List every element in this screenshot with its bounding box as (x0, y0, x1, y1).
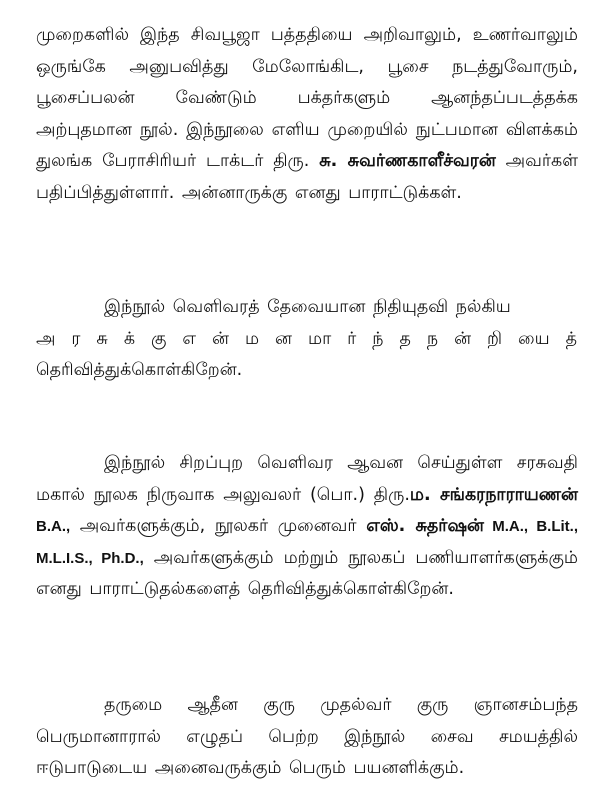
paragraph-2 (36, 292, 578, 387)
paragraph-4-text: தருமை ஆதீன குரு முதல்வர் குரு ஞானசம்பந்த பெருமானாரால் எழுதப் பெற்ற இந்நூல் சைவ சமயத்தில் ஈடுபாடுடைய அனைவருக்கும் பெரும் பயனளிக்கும். (36, 695, 578, 778)
librarian-degrees: M.A., B.Lit., M.L.I.S., Ph.D., (36, 518, 578, 567)
editor-name: சு. சுவர்ணகாளீச்வரன் (319, 151, 496, 171)
paragraph-1 (36, 20, 578, 209)
paragraph-3-text-c: அவர்களுக்கும் மற்றும் நூலகப் பணியாளர்களுக்கும் எனது பாராட்டுதல்களைத் தெரிவித்துக்கொள்கிறேன். (36, 547, 578, 599)
paragraph-2-line-3: தெரிவித்துக்கொள்கிறேன். (36, 360, 243, 380)
paragraph-3-text-b: அவர்களுக்கும், நூலகர் முனைவர் (70, 516, 367, 536)
paragraph-1-text-b: அவர்கள் பதிப்பித்துள்ளார். அன்னாருக்கு எனது பாராட்டுக்கள். (36, 151, 578, 203)
paragraph-3-text-a: இந்நூல் சிறப்புற வெளிவர ஆவன செய்துள்ள சரசுவதி மகால் நூலக நிருவாக அலுவலர் (பொ.) திரு. (36, 453, 578, 505)
paragraph-4 (36, 690, 578, 785)
paragraph-2-line-2: அ ர சு க் கு எ ன் ம ன மா ர் ந் த ந ன் றி யை த் (36, 328, 578, 349)
officer-name: ம. சங்கரநாராயணன் (409, 484, 579, 505)
officer-degree: B.A., (36, 518, 71, 535)
librarian-name: எஸ். சுதர்ஷன் (366, 516, 485, 536)
paragraph-1-text-a: முறைகளில் இந்த சிவபூஜா பத்ததியை அறிவாலும், உணர்வாலும் ஒருங்கே அனுபவித்து மேலோங்கிட, பூசை நடத்துவோரும், பூசைப்பலன் வேண்டும் பக்தர்களும் ஆனந்தப்படத்தக்க அற்புதமான நூல். இந்நூலை எளிய முறையில் நுட்பமான விளக்கம் துலங்க பேராசிரியர் டாக்டர் திரு. (36, 25, 578, 171)
paragraph-3 (36, 448, 578, 606)
paragraph-2-line-1: இந்நூல் வெளிவரத் தேவையான நிதியுதவி நல்கிய (104, 297, 511, 317)
